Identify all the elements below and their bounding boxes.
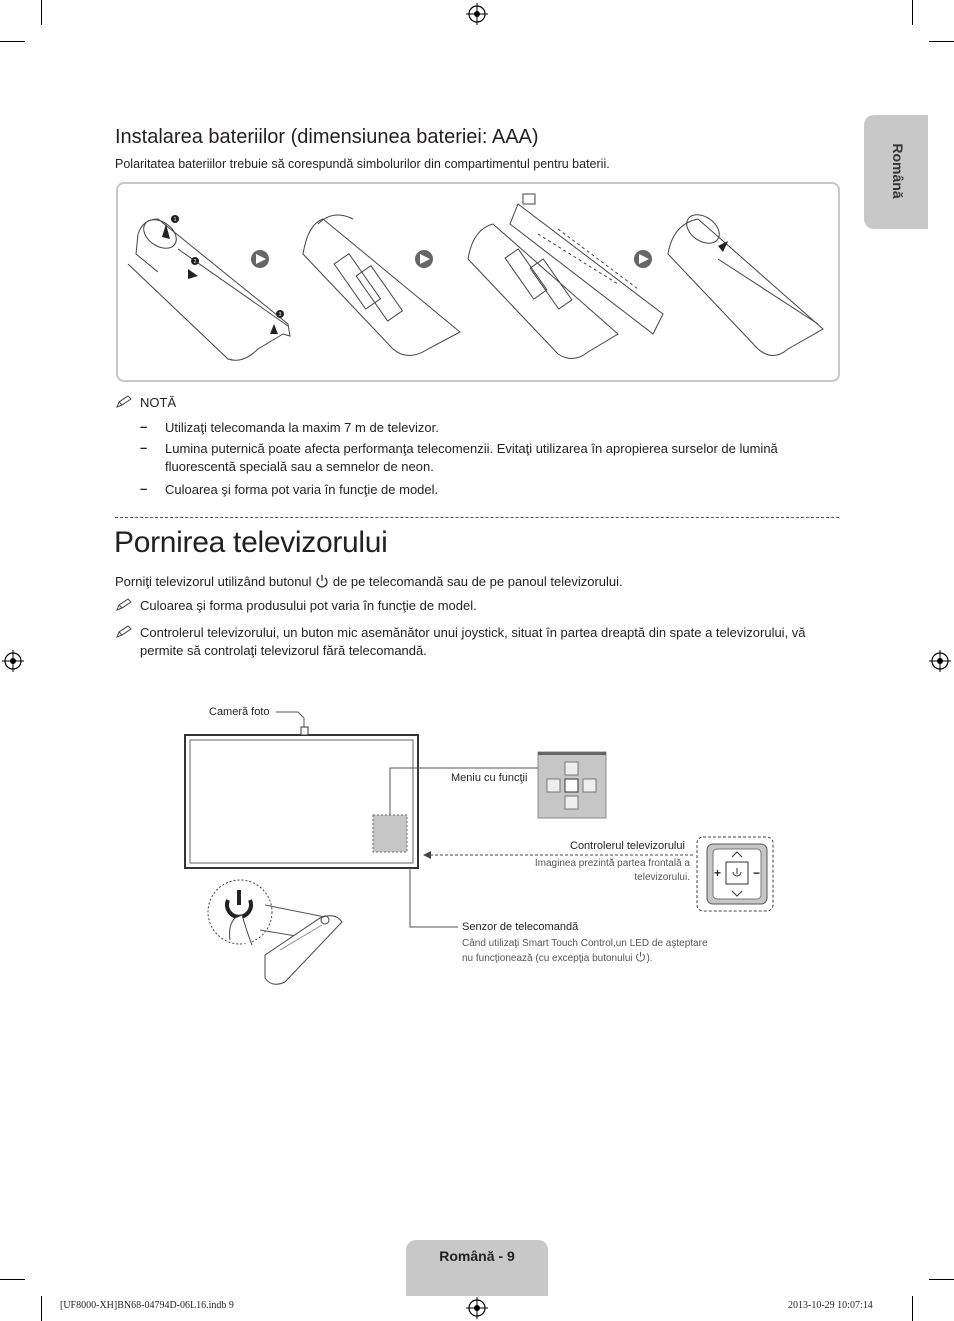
- controller-area: [373, 815, 407, 852]
- note-pencil-icon: [115, 598, 133, 612]
- controller-plus-label: +: [714, 866, 722, 880]
- controller-minus-label: −: [753, 866, 761, 880]
- step-number-2: 2: [193, 259, 197, 265]
- power-intro: [115, 573, 623, 591]
- sensor-desc-end: ).: [646, 953, 653, 964]
- note-pencil-icon: [115, 395, 133, 409]
- registration-mark-icon: [929, 650, 951, 672]
- list-dash: –: [140, 419, 148, 434]
- language-tab-label: Română: [890, 143, 906, 199]
- note-pencil-icon: [115, 625, 133, 639]
- note-label: NOTĂ: [140, 395, 177, 410]
- function-menu-label: Meniu cu funcţii: [451, 772, 528, 784]
- note-item: Lumina puternică poate afecta performanţa telecomenzii. Evitaţi utilizarea în apropierea surselor de lumină fluorescentă specială sau a semnelor de neon.: [165, 441, 778, 474]
- sensor-label: Senzor de telecomandă: [462, 921, 579, 933]
- crop-mark: [929, 41, 954, 42]
- power-section-title: Pornirea televizorului: [114, 526, 388, 559]
- battery-installation-illustration: [118, 184, 838, 380]
- power-intro-after: de pe telecomandă sau de pe panoul televizorului.: [332, 574, 623, 589]
- power-note: Controlerul televizorului, un buton mic asemănător unui joystick, situat în partea dreaptă din spate a televizorului, vă permite să controlaţi televizorul fără telecomandă.: [140, 625, 806, 658]
- sensor-desc-line-2: nu funcţionează (cu excepţia butonului: [462, 953, 633, 964]
- imprint-date: 2013-10-29 10:07:14: [788, 1300, 873, 1311]
- crop-mark: [0, 1279, 25, 1280]
- controller-desc-line-2: televizorului.: [634, 872, 690, 883]
- note-item: Culoarea şi forma pot varia în funcţie de model.: [165, 482, 439, 497]
- crop-mark: [41, 0, 42, 25]
- power-intro-before: Porniţi televizorul utilizând butonul: [115, 574, 312, 589]
- sensor-desc: [462, 937, 722, 966]
- power-note: Culoarea şi forma produsului pot varia în funcţie de model.: [140, 598, 477, 613]
- battery-section-title: Instalarea bateriilor (dimensiunea bateriei: AAA): [115, 126, 539, 148]
- registration-mark-icon: [466, 1297, 488, 1319]
- section-divider: [115, 517, 839, 518]
- crop-mark: [912, 1296, 913, 1321]
- registration-mark-icon: [466, 3, 488, 25]
- crop-mark: [0, 41, 25, 42]
- page-number-label: Română - 9: [439, 1248, 515, 1264]
- camera-label: Cameră foto: [209, 706, 270, 718]
- step-number-1: 1: [173, 217, 177, 223]
- controller-desc-line-1: Imaginea prezintă partea frontală a: [534, 858, 690, 869]
- power-icon: [635, 951, 646, 962]
- crop-mark: [929, 1279, 954, 1280]
- note-item: Utilizaţi telecomanda la maxim 7 m de televizor.: [165, 420, 439, 435]
- list-dash: –: [140, 440, 148, 455]
- power-icon: [315, 574, 329, 588]
- sensor-desc-line-2-row: [462, 951, 722, 966]
- registration-mark-icon: [2, 650, 24, 672]
- crop-mark: [41, 1296, 42, 1321]
- step-number-3: 3: [278, 312, 282, 318]
- page-number-tab: [406, 1240, 548, 1296]
- crop-mark: [912, 0, 913, 25]
- language-tab: [864, 115, 928, 229]
- battery-illustration-panel: [116, 182, 840, 382]
- controller-desc: [510, 857, 690, 885]
- list-dash: –: [140, 481, 148, 496]
- controller-label: Controlerul televizorului: [570, 840, 685, 852]
- sensor-desc-line-1: Când utilizaţi Smart Touch Control,un LED de aşteptare: [462, 938, 708, 949]
- battery-section-subtitle: Polaritatea bateriilor trebuie să corespundă simbolurilor din compartimentul pentru baterii.: [115, 157, 610, 171]
- remote-control-illustration: [265, 916, 342, 985]
- imprint-file: [UF8000-XH]BN68-04794D-06L16.indb 9: [60, 1300, 234, 1311]
